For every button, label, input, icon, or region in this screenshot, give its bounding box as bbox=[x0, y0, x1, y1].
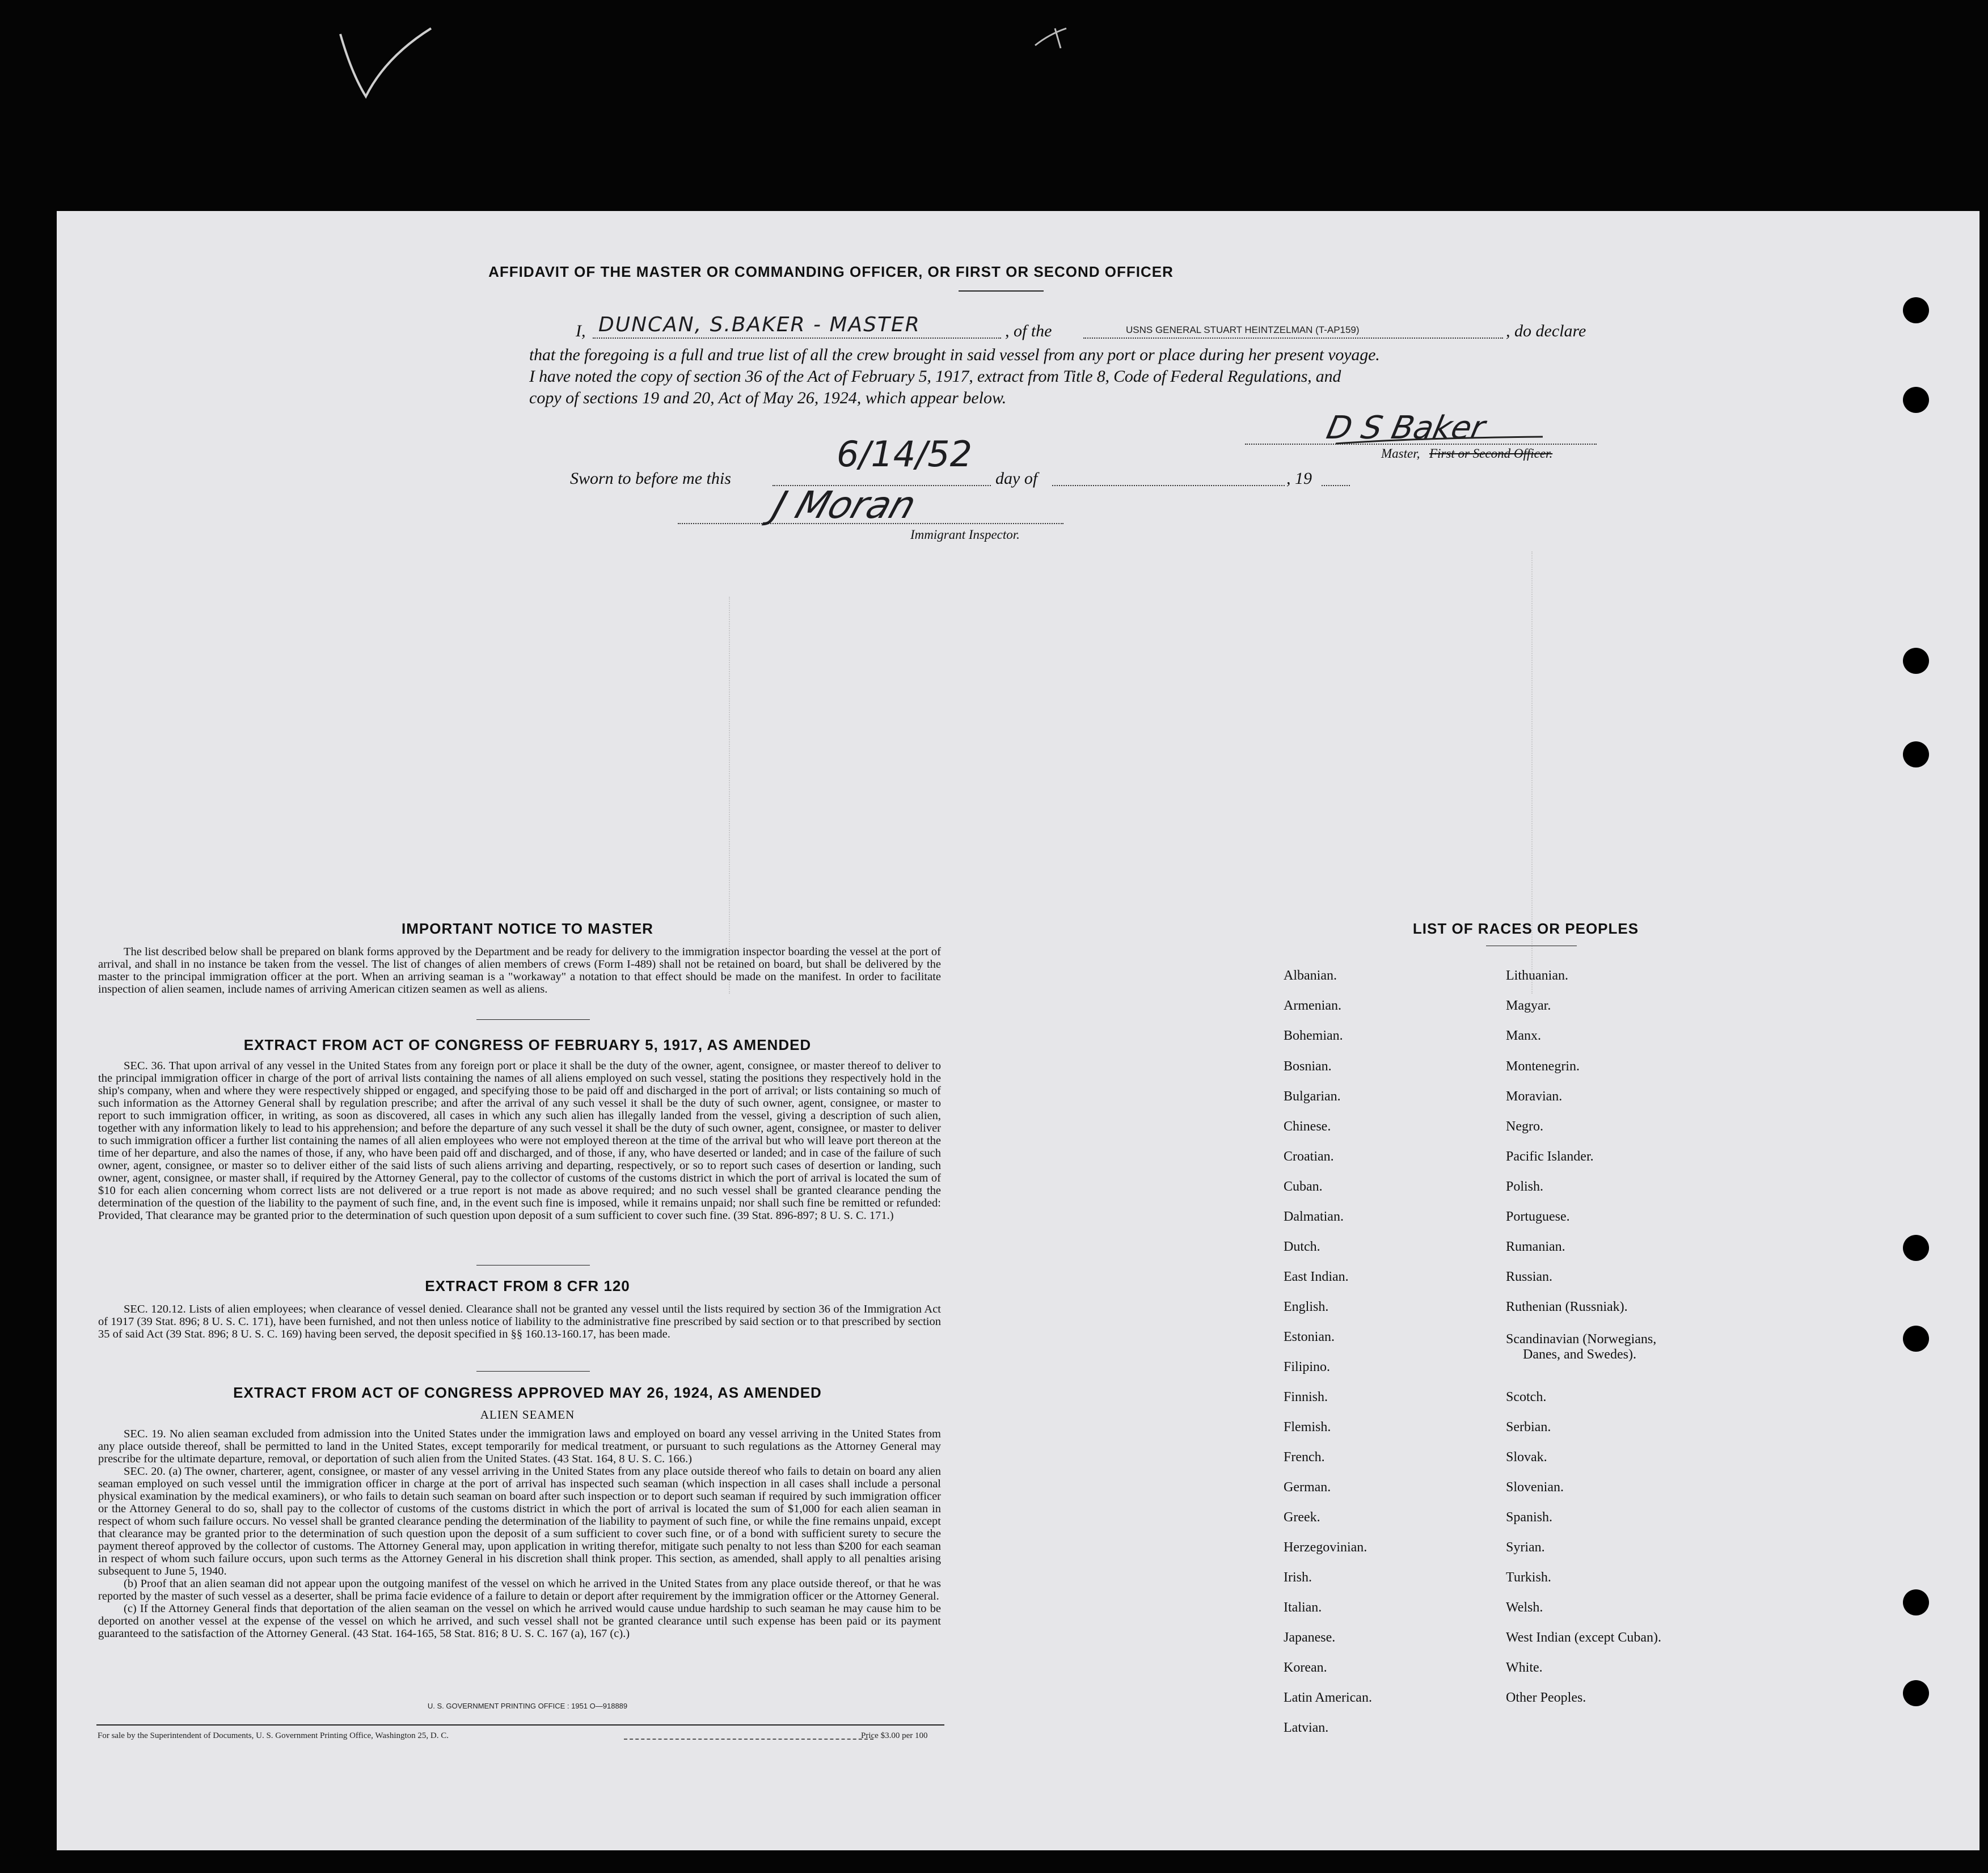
race-item: Lithuanian. bbox=[1506, 968, 1568, 983]
gpo-imprint: U. S. GOVERNMENT PRINTING OFFICE : 1951 O—918889 bbox=[427, 1702, 628, 1710]
race-item: Korean. bbox=[1284, 1660, 1327, 1675]
race-item: Estonian. bbox=[1284, 1330, 1335, 1344]
struck-caption: First or Second Officer. bbox=[1429, 446, 1553, 461]
day-of-line bbox=[1052, 485, 1285, 486]
race-item: Bulgarian. bbox=[1284, 1089, 1341, 1104]
race-item: Portuguese. bbox=[1506, 1209, 1570, 1224]
race-item: Latin American. bbox=[1284, 1690, 1372, 1705]
vessel-line bbox=[1083, 338, 1503, 339]
act-1917-body: SEC. 36. That upon arrival of any vessel in the United States from any foreign port or place it shall be the duty of the owner, agent, consignee, or master thereof to deliver to the principal immigration officer in charge of the port of arrival lists containing the names of all aliens employed on such vessel, stating the positions they respectively hold in the ship's company, when and where they were respectively shipped or engaged, and specifying those to be paid off and discharged in the port of arrival; or lists containing so much of such information as the Attorney General shall by regulation prescribe; and after the arrival of any such vessel it shall be the duty of such owner, agent, consignee, or master to report to such immigration officer, in writing, as soon as discovered, all cases in which any such alien has illegally landed from the vessel, giving a description of such alien, together with any information likely to lead to his apprehension; and before the departure of any such vessel it shall be the duty of such owner, agent, consignee, or master to deliver to such immigration officer a further list containing the names of all alien employees who were not employed thereon at the time of the arrival but who will leave port thereon at the time of her departure, and also the names of those, if any, who have been paid off and discharged, and of those, if any, who have deserted or landed; and in case of the failure of such owner, agent, consignee, or master so to deliver either of the said lists of such aliens arriving and departing, respectively, or so to report such cases of desertion or landing, such owner, agent, consignee, or master shall, if required by the Attorney General, pay to the collector of customs of the customs district in which the port of arrival is located the sum of $10 for each alien concerning whom correct lists are not delivered or a true report is not made as above required; and no such vessel shall be granted clearance pending the determination of the question of the liability to the payment of such fine, and, in the event such fine is imposed, while it remains unpaid; nor shall such fine be remitted or refunded: Provided, That clearance may be granted prior to the determination of such question upon deposit of a sum sufficient to cover such fine. (39 Stat. 896-897; 8 U. S. C. 171.) bbox=[98, 1060, 941, 1222]
pen-mark bbox=[1032, 23, 1078, 57]
race-item: Cuban. bbox=[1284, 1179, 1323, 1194]
race-item: Polish. bbox=[1506, 1179, 1544, 1194]
race-item: Russian. bbox=[1506, 1269, 1553, 1284]
race-item: French. bbox=[1284, 1450, 1325, 1465]
race-item: Albanian. bbox=[1284, 968, 1337, 983]
race-item: Montenegrin. bbox=[1506, 1059, 1580, 1074]
affidavit-title: AFFIDAVIT OF THE MASTER OR COMMANDING OFFICER, OR FIRST OR SECOND OFFICER bbox=[488, 263, 1174, 280]
punch-hole bbox=[1903, 1235, 1929, 1261]
affidavit-line-2: that the foregoing is a full and true list of all the crew brought in said vessel from any port or place during her present voyage. bbox=[529, 345, 1380, 364]
sworn-date-handwritten: 6/14/52 bbox=[837, 433, 973, 475]
race-item: Irish. bbox=[1284, 1570, 1312, 1585]
year-line bbox=[1322, 485, 1350, 486]
footer-right: Price $3.00 per 100 bbox=[861, 1731, 928, 1740]
affidavit-line-4: copy of sections 19 and 20, Act of May 26, 1924, which appear below. bbox=[529, 389, 1007, 407]
section-20b-text: (b) Proof that an alien seaman did not appear upon the outgoing manifest of the vessel on which he arrived in the United States from any place outside thereof, or that he was reported by the master of such vessel as a deserter, shall be prima facie evidence of a failure to detain or deport after requirement by the immigration officer or the Attorney General. bbox=[98, 1577, 941, 1602]
race-item: Latvian. bbox=[1284, 1720, 1329, 1735]
race-item: Croatian. bbox=[1284, 1149, 1334, 1164]
race-item: Scotch. bbox=[1506, 1390, 1547, 1404]
race-item: Italian. bbox=[1284, 1600, 1322, 1615]
race-item: Bosnian. bbox=[1284, 1059, 1332, 1074]
act-1924-title: EXTRACT FROM ACT OF CONGRESS APPROVED MAY 26, 1924, AS AMENDED bbox=[233, 1384, 822, 1401]
master-signature: D S Baker bbox=[1323, 410, 1488, 446]
section-20c-text: (c) If the Attorney General finds that deportation of the alien seaman on the vessel on which he arrived would cause undue hardship to such seaman he may cause him to be deported on another vessel at the expense of the vessel on which he arrived, and such vessel shall not be granted clearance until such expense has been paid or its payment guaranteed to the satisfaction of the Attorney General. (43 Stat. 164-165, 58 Stat. 816; 8 U. S. C. 167 (a), 167 (c).) bbox=[98, 1602, 941, 1640]
notice-body: The list described below shall be prepared on blank forms approved by the Department and be ready for delivery to the immigration inspector boarding the vessel at the port of arrival, and shall in no instance be taken from the vessel. The list of changes of alien members of crews (Form I-489) shall not be retained on board, but shall be delivered by the master to the principal immigration officer at the port. When an arriving seaman is a "workaway" a notation to that effect should be made on the manifest. In order to facilitate inspection of alien seamen, include names of arriving American citizen seamen as well as aliens. bbox=[98, 946, 941, 995]
footer-leader bbox=[624, 1739, 873, 1740]
race-item: Ruthenian (Russniak). bbox=[1506, 1300, 1628, 1314]
master-name-handwritten: DUNCAN, S.BAKER - MASTER bbox=[598, 313, 921, 336]
race-item: East Indian. bbox=[1284, 1269, 1349, 1284]
race-item: German. bbox=[1284, 1480, 1331, 1495]
footer-left: For sale by the Superintendent of Documents, U. S. Government Printing Office, Washington 25, D. C. bbox=[98, 1731, 449, 1740]
section-19-text: SEC. 19. No alien seaman excluded from admission into the United States under the immigration laws and employed on board any vessel arriving in the United States from any place outside thereof, shall be permitted to land in the United States, except temporarily for medical treatment, or pursuant to such regulations as the Attorney General may prescribe for the ultimate departure, removal, or deportation of such alien from the United States. (43 Stat. 164, 8 U. S. C. 166.) bbox=[98, 1428, 941, 1465]
section-rule bbox=[476, 1019, 590, 1020]
race-item: Bohemian. bbox=[1284, 1028, 1343, 1043]
punch-hole bbox=[1903, 648, 1929, 674]
race-item: Dalmatian. bbox=[1284, 1209, 1344, 1224]
document-page bbox=[57, 211, 1979, 1850]
race-item: Dutch. bbox=[1284, 1239, 1320, 1254]
cfr-title: EXTRACT FROM 8 CFR 120 bbox=[425, 1277, 630, 1294]
notice-title: IMPORTANT NOTICE TO MASTER bbox=[402, 920, 653, 937]
punch-hole bbox=[1903, 297, 1929, 323]
section-20a-text: SEC. 20. (a) The owner, charterer, agent, consignee, or master of any vessel arriving in the United States from any place outside thereof who fails to detain on board any alien seaman employed on such vessel until the immigration officer in charge at the port of arrival has inspected such seaman (which inspection in all cases shall include a personal physical examination by the medical examiners), or who fails to detain such seaman on board after such inspection or to deport such seaman if required by such immigration officer or the Attorney General to do so, shall pay to the collector of customs of the customs district in which the port of arrival is located the sum of $1,000 for each alien seaman in respect of whom such failure occurs. No vessel shall be granted clearance pending the determination of the liability to payment of such fine, or while the fine remains unpaid, except that clearance may be granted prior to the determination of such question upon the deposit of a sum sufficient to cover such fine, or of a bond with sufficient surety to secure the payment thereof approved by the collector of customs. The Attorney General may, upon application in writing therefor, mitigate such penalty to not less than $200 for each seaman in respect of whom such failure occurs, upon such terms as the Attorney General in his discretion shall think proper. This section, as amended, shall apply to all penalties arising subsequent to June 5, 1940. bbox=[98, 1465, 941, 1577]
of-the-text: , of the bbox=[1005, 322, 1052, 340]
race-item: Magyar. bbox=[1506, 998, 1551, 1013]
cfr-body: SEC. 120.12. Lists of alien employees; when clearance of vessel denied. Clearance shall not be granted any vessel until the lists required by section 36 of the Immigration Act of 1917 (39 Stat. 896; 8 U. S. C. 171), have been furnished, and not then unless notice of liability to the administrative fine prescribed by said section or to that prescribed by section 35 of said Act (39 Stat. 896; 8 U. S. C. 169) having been served, the deposit specified in §§ 160.13-160.17, has been made. bbox=[98, 1303, 941, 1340]
year-text: , 19 bbox=[1286, 469, 1312, 488]
punch-hole bbox=[1903, 1326, 1929, 1352]
race-item: English. bbox=[1284, 1300, 1329, 1314]
race-item: West Indian (except Cuban). bbox=[1506, 1630, 1661, 1645]
signature-underline bbox=[1333, 427, 1548, 449]
race-item: Manx. bbox=[1506, 1028, 1541, 1043]
race-item: Flemish. bbox=[1284, 1420, 1331, 1435]
vessel-name: USNS GENERAL STUART HEINTZELMAN (T-AP159) bbox=[1126, 324, 1360, 335]
race-item: Syrian. bbox=[1506, 1540, 1545, 1555]
race-item: Welsh. bbox=[1506, 1600, 1543, 1615]
race-item: White. bbox=[1506, 1660, 1543, 1675]
act-1917-title: EXTRACT FROM ACT OF CONGRESS OF FEBRUARY 5, 1917, AS AMENDED bbox=[243, 1036, 812, 1053]
race-item: Other Peoples. bbox=[1506, 1690, 1586, 1705]
affidavit-line-3: I have noted the copy of section 36 of the Act of February 5, 1917, extract from Title 8, Code of Federal Regulations, and bbox=[529, 367, 1341, 386]
punch-hole bbox=[1903, 1589, 1929, 1615]
act-1924-body bbox=[98, 1428, 941, 1640]
master-name-line bbox=[593, 338, 1001, 339]
race-item: Pacific Islander. bbox=[1506, 1149, 1594, 1164]
race-item: Danes, and Swedes). bbox=[1523, 1347, 1636, 1362]
master-caption: Master, bbox=[1381, 446, 1420, 461]
sworn-text: Sworn to before me this bbox=[570, 469, 731, 488]
day-of-text: day of bbox=[995, 469, 1038, 488]
section-rule bbox=[476, 1371, 590, 1372]
punch-hole bbox=[1903, 741, 1929, 767]
race-item: Greek. bbox=[1284, 1510, 1320, 1525]
act-1924-subtitle: ALIEN SEAMEN bbox=[480, 1408, 575, 1421]
race-item: Turkish. bbox=[1506, 1570, 1551, 1585]
declare-text: , do declare bbox=[1506, 322, 1586, 340]
inspector-caption: Immigrant Inspector. bbox=[910, 528, 1020, 542]
race-item: Scandinavian (Norwegians, bbox=[1506, 1332, 1657, 1347]
race-item: Herzegovinian. bbox=[1284, 1540, 1367, 1555]
affidavit-prefix: I, bbox=[576, 322, 586, 340]
race-item: Japanese. bbox=[1284, 1630, 1336, 1645]
race-item: Filipino. bbox=[1284, 1360, 1331, 1374]
race-item: Rumanian. bbox=[1506, 1239, 1565, 1254]
inspector-signature: J Moran bbox=[767, 483, 922, 527]
punch-hole bbox=[1903, 387, 1929, 413]
races-title: LIST OF RACES OR PEOPLES bbox=[1412, 920, 1639, 937]
race-item: Moravian. bbox=[1506, 1089, 1563, 1104]
title-rule bbox=[959, 290, 1044, 292]
race-item: Spanish. bbox=[1506, 1510, 1553, 1525]
race-item: Chinese. bbox=[1284, 1119, 1331, 1134]
checkmark-scribble bbox=[335, 23, 437, 102]
gpo-rule bbox=[96, 1724, 944, 1726]
race-item: Slovak. bbox=[1506, 1450, 1547, 1465]
race-item: Serbian. bbox=[1506, 1420, 1551, 1435]
race-item: Slovenian. bbox=[1506, 1480, 1564, 1495]
punch-hole bbox=[1903, 1680, 1929, 1706]
race-item: Finnish. bbox=[1284, 1390, 1328, 1404]
race-item: Armenian. bbox=[1284, 998, 1341, 1013]
race-item: Negro. bbox=[1506, 1119, 1543, 1134]
